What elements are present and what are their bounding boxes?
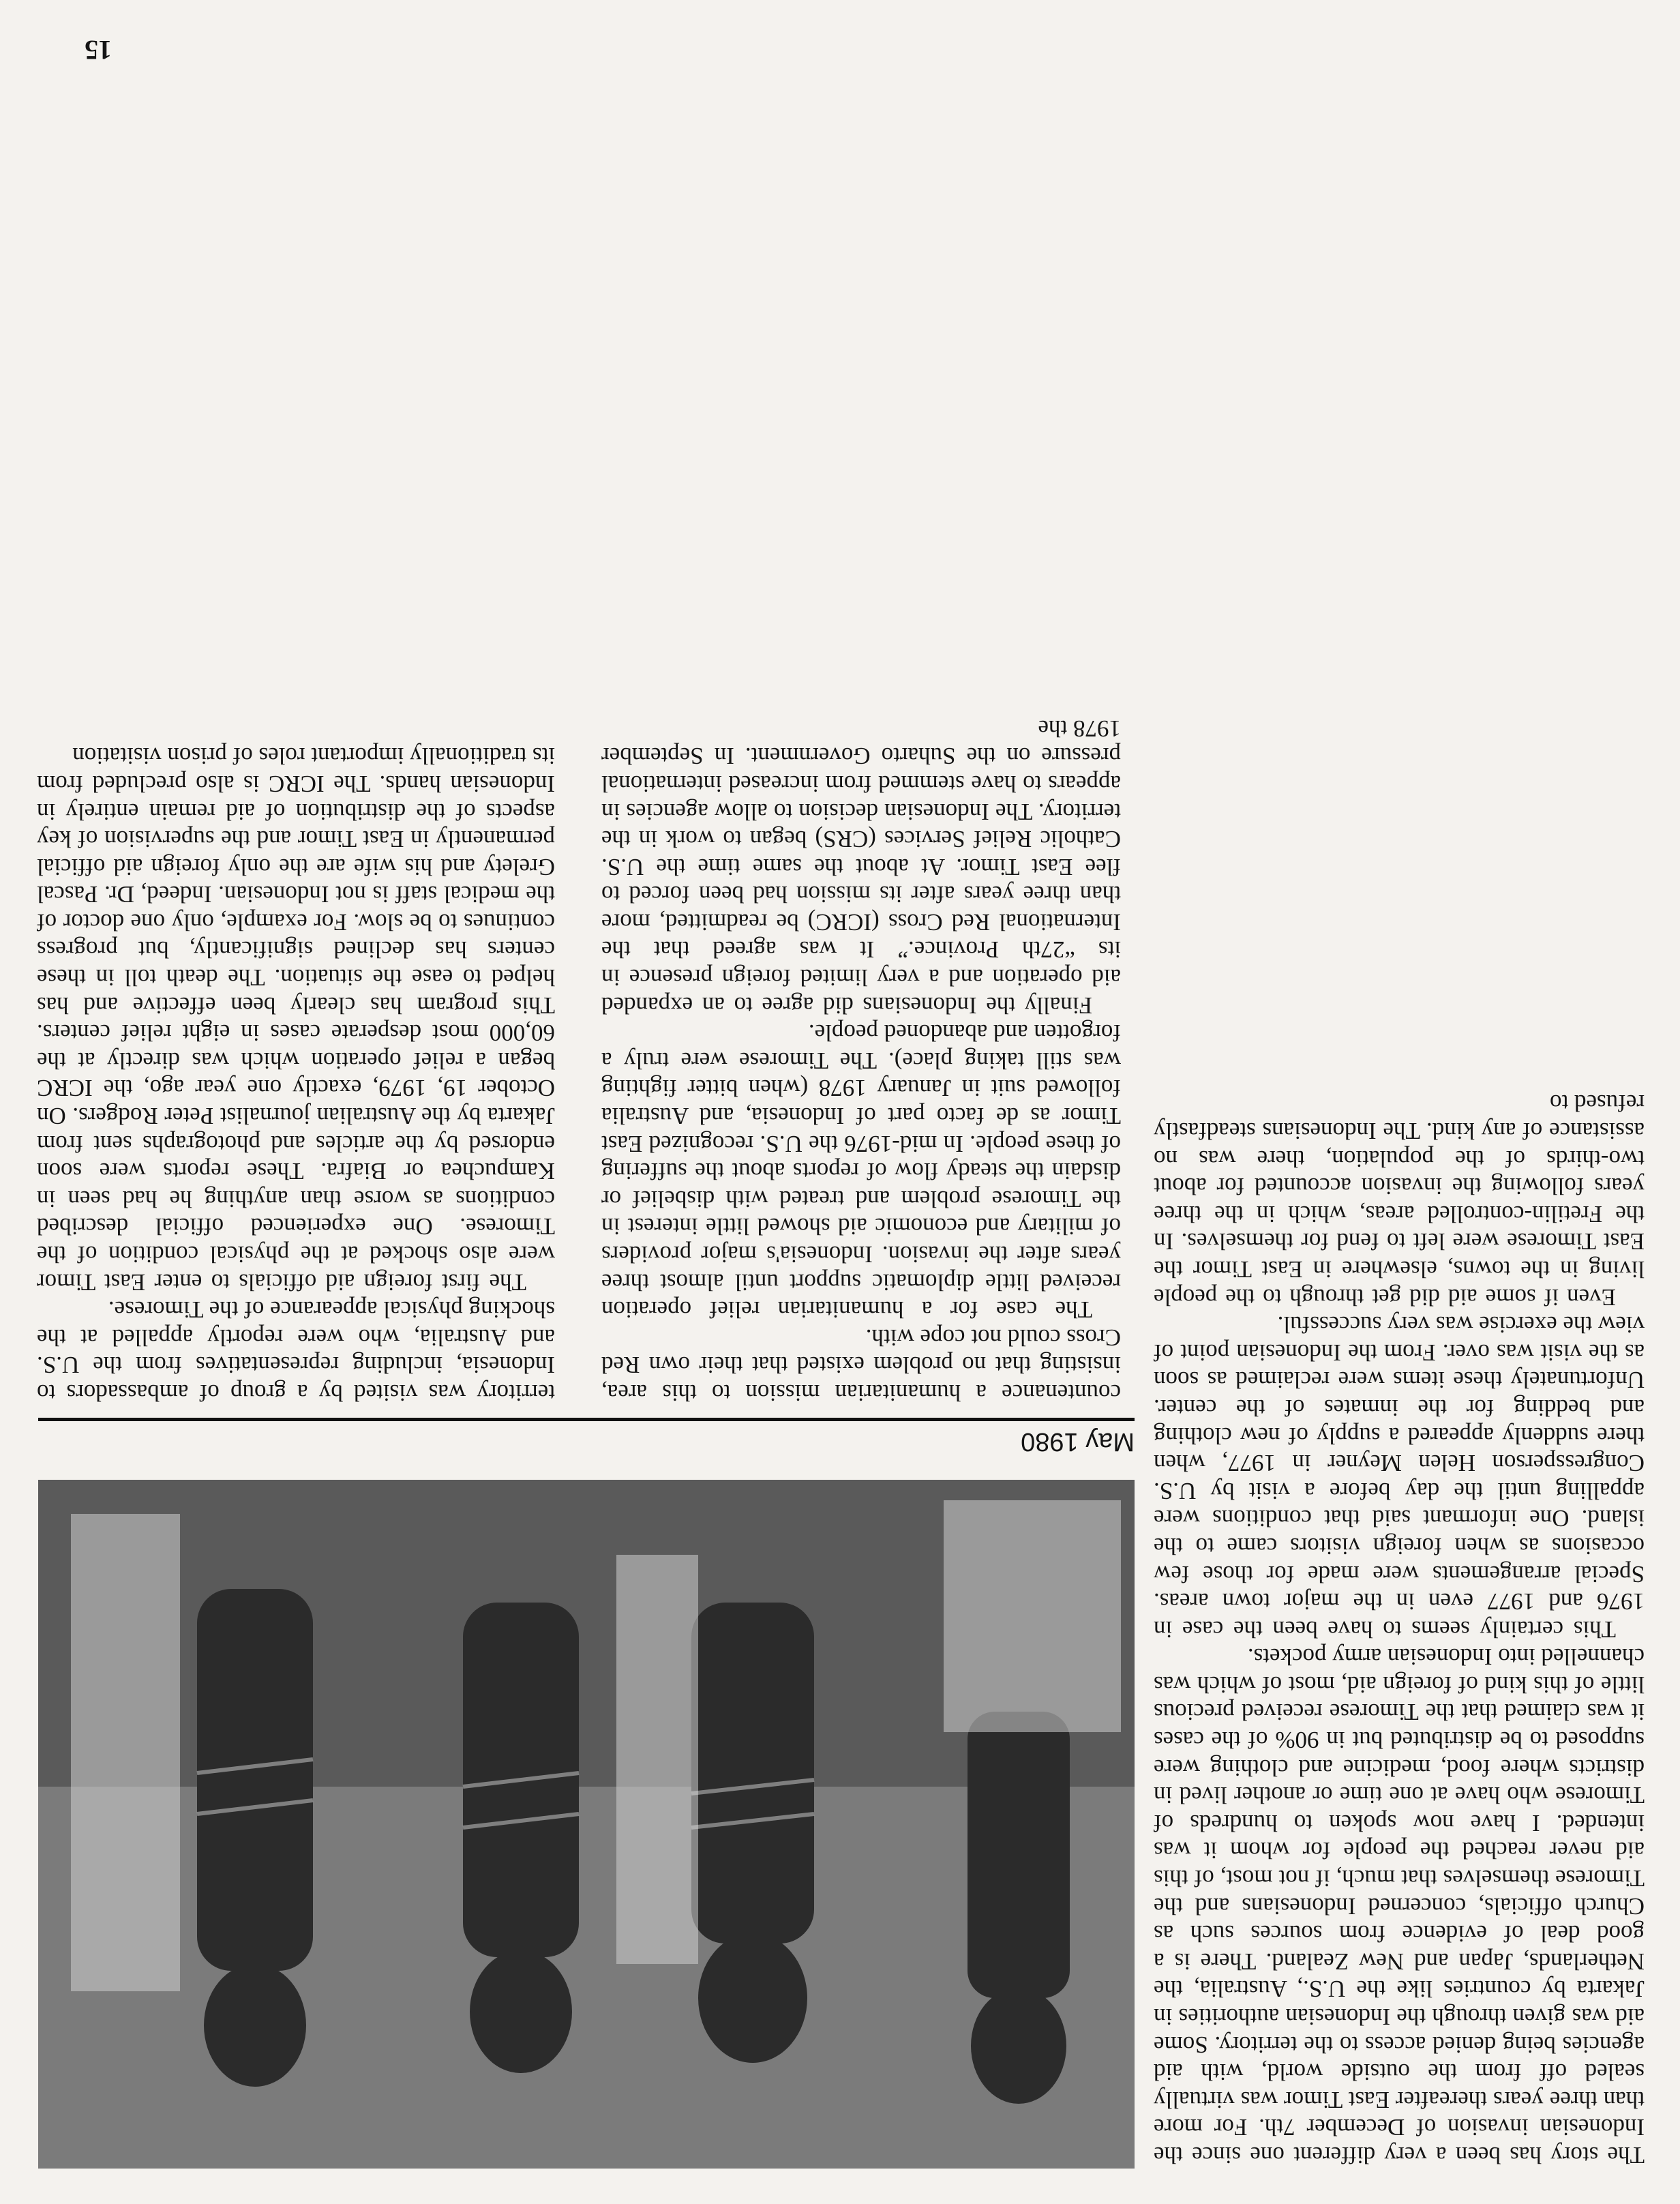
photograph-of-timorese-people-icon — [38, 1480, 1135, 2169]
page-number: 15 — [85, 35, 112, 65]
paragraph: Even if some aid did get through to the people living in the towns, elsewhere in East Timor the East Timorese were left to fend for themselves. In the Fretilin-controlled areas, which in the three years following the invasion accounted for about two-thirds of the population, there was no assistance of any kind. The Indonesians steadfastly refused to — [1154, 1090, 1645, 1311]
paragraph: territory was visited by a group of ambassadors to Indonesia, including representatives from the U.S. and Australia, who were reportly appalled at the shocking physical appearance of the Timorese. — [37, 1296, 555, 1406]
article-column-right — [37, 742, 555, 1406]
paragraph: The story has been a very different one since the Indonesian invasion of December 7th. For more than three years thereafter East Timor was virtually sealed off from the outside world, with aid agencies being denied access to the territory. Some aid was given through the Indonesian authorities in Jakarta by countries like the U.S., Australia, the Netherlands, Japan and New Zealand. There is a good deal of evidence from sources such as Church officials, concerned Indonesians and the Timorese themselves that much, if not most, of this aid never reached the people for whom it was intended. I have now spoken to hundreds of Timorese who have at one time or another lived in districts where food, medicine and clothing were supposed to be distributed but in 90% of the cases it was claimed that the Timorese received precious little of this kind of foreign aid, most of which was channelled into Indonesian army pockets. — [1154, 1643, 1645, 2169]
paragraph: countenance a humanitarian mission to this area, insisting that no problem existed that their own Red Cross could not cope with. — [601, 1324, 1121, 1406]
photo-divider-rule — [38, 1418, 1135, 1421]
paragraph: Finally the Indonesians did agree to an expanded aid operation and a very limited foreign presence in its “27th Province.” It was agreed that the International Red Cross (ICRC) be readmitted, more than three years after its mission had been forced to flee East Timor. At about the same time the U.S. Catholic Relief Services (CRS) began to work in the territory. The Indonesian decision to allow agencies in appears to have stemmed from increased international pressure on the Suharto Government. In September 1978 the — [601, 715, 1121, 1019]
paragraph: The first foreign aid officials to enter East Timor were also shocked at the physical condition of the Timorese. One experienced official described conditions as worse than anything he had seen in Kampuchea or Biafra. These reports were soon endorsed by the articles and photographs sent from Jakarta by the Australian journalist Peter Rodgers. On October 19, 1979, exactly one year ago, the ICRC began a relief operation which was directly at the 60,000 most desperate cases in eight relief centers. This program has clearly been effective and has helped to ease the situation. The death toll in these centers has declined significantly, but progress continues to be slow. For example, only one doctor of the medical staff is not Indonesian. Indeed, Dr. Pascal Grelety and his wife are the only foreign aid official permanently in East Timor and the supervision of key aspects of the distribution of aid remain entirely in Indonesian hands. The ICRC is also precluded from its traditionally important roles of prison visitation — [37, 743, 555, 1296]
paragraph: This certainly seems to have been the case in 1976 and 1977 even in the major town areas. Special arrangements were made for those few occasions as when foreign visitors came to the island. One informant said that conditions were appalling until the day before a visit by U.S. Congressperson Helen Meyner in 1977, when there suddenly appeared a supply of new clothing and bedding for the inmates of the center. Unfortunately these items were reclaimed as soon as the visit was over. From the Indonesian point of view the exercise was very successful. — [1154, 1311, 1645, 1643]
photograph — [38, 1480, 1135, 2169]
article-column-left — [1154, 1089, 1645, 2169]
paragraph: The case for a humanitarian relief operation received little diplomatic support until almost three years after the invasion. Indonesia's major providers of military and economic aid showed little interest in the Timorese problem and treated with disbelief or disdain the steady flow of reports about the suffering of these people. In mid-1976 the U.S. recognized East Timor as de facto part of Indonesia, and Australia followed suit in January 1978 (when bitter fighting was still taking place). The Timorese were truly a forgotten and abandoned people. — [601, 1019, 1121, 1324]
article-column-middle — [601, 714, 1121, 1406]
issue-date: May 1980 — [1021, 1427, 1135, 1456]
